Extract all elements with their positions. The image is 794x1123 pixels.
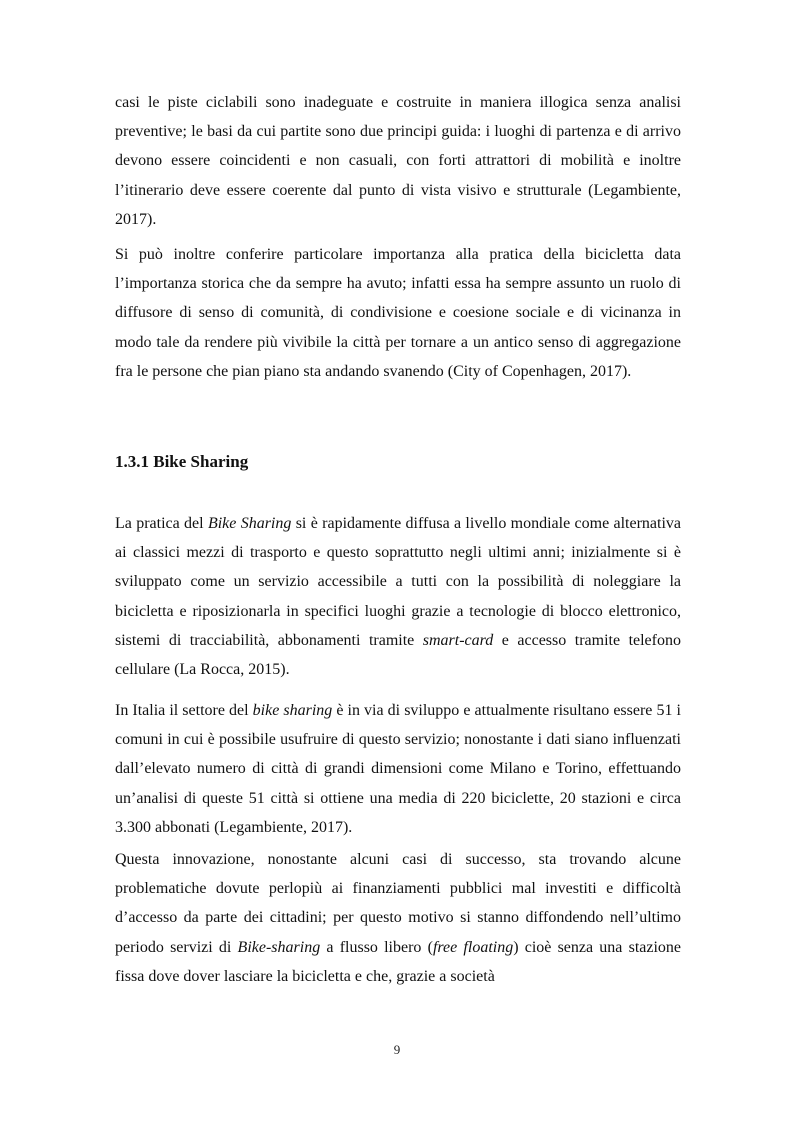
paragraph-4-text-1: In Italia il settore del: [115, 702, 253, 719]
body-paragraph-1: [115, 88, 681, 234]
paragraph-3-text-2: si è rapidamente diffusa a livello mondiale come alternativa ai classici mezzi di trasporto e questo soprattutto negli ultimi anni; inizialmente si è sviluppato come un servizio accessibile a tutti con la possibilità di noleggiare la bicicletta e riposizionarla in specifici luoghi grazie a tecnologie di blocco elettronico, sistemi di tracciabilità, abbonamenti tramite: [115, 515, 682, 649]
paragraph-2-text: Si può inoltre conferire particolare importanza alla pratica della bicicletta data l’importanza storica che da sempre ha avuto; infatti essa ha sempre assunto un ruolo di diffusore di senso di comunità, di condivisione e coesione sociale e di vicinanza in modo tale da rendere più vivibile la città per tornare a un antico senso di aggregazione fra le persone che pian piano sta andando svanendo (City of Copenhagen, 2017).: [115, 246, 681, 380]
paragraph-5-text-2: a flusso libero (: [320, 938, 433, 956]
body-paragraph-5: [115, 845, 681, 991]
paragraph-4-italic-1: bike sharing: [252, 702, 333, 719]
page-number: 9: [393, 1042, 401, 1057]
paragraph-5-italic-1: Bike-sharing: [237, 938, 321, 956]
body-paragraph-3: [115, 509, 681, 684]
paragraph-1-text: casi le piste ciclabili sono inadeguate e costruite in maniera illogica senza analisi preventive; le basi da cui partite sono due principi guida: i luoghi di partenza e di arrivo devono essere coincidenti e non casuali, con forti attrattori di mobilità e inoltre l’itinerario deve essere coerente dal punto di vista visivo e strutturale (Legambiente, 2017).: [115, 94, 681, 228]
paragraph-3-text-1: La pratica del: [115, 515, 208, 532]
body-paragraph-2: [115, 240, 681, 386]
section-heading: 1.3.1 Bike Sharing: [115, 452, 249, 471]
paragraph-4-text-2: è in via di sviluppo e attualmente risultano essere 51 i comuni in cui è possibile usufruire di questo servizio; nonostante i dati siano influenzati dall’elevato numero di città di grandi dimensioni come Milano e Torino, effettuando un’analisi di queste 51 città si ottiene una media di 220 biciclette, 20 stazioni e circa 3.300 abbonati (Legambiente, 2017).: [115, 702, 682, 836]
paragraph-5-text-3: ) cioè senza una stazione fissa dove dover lasciare la bicicletta e che, grazie a società: [115, 938, 682, 985]
paragraph-5-italic-2: free floating: [432, 938, 514, 956]
paragraph-3-italic-1: Bike Sharing: [207, 515, 292, 532]
body-paragraph-4: [115, 696, 681, 842]
paragraph-5-text-1: Questa innovazione, nonostante alcuni casi di successo, sta trovando alcune problematiche dovute perlopiù ai finanziamenti pubblici mal investiti e difficoltà d’accesso da parte dei cittadini; per questo motivo si stanno diffondendo nell’ultimo periodo servizi di: [115, 851, 681, 956]
paragraph-3-text-3: e accesso tramite telefono cellulare (La Rocca, 2015).: [115, 631, 681, 679]
paragraph-3-italic-2: smart-card: [422, 631, 494, 649]
